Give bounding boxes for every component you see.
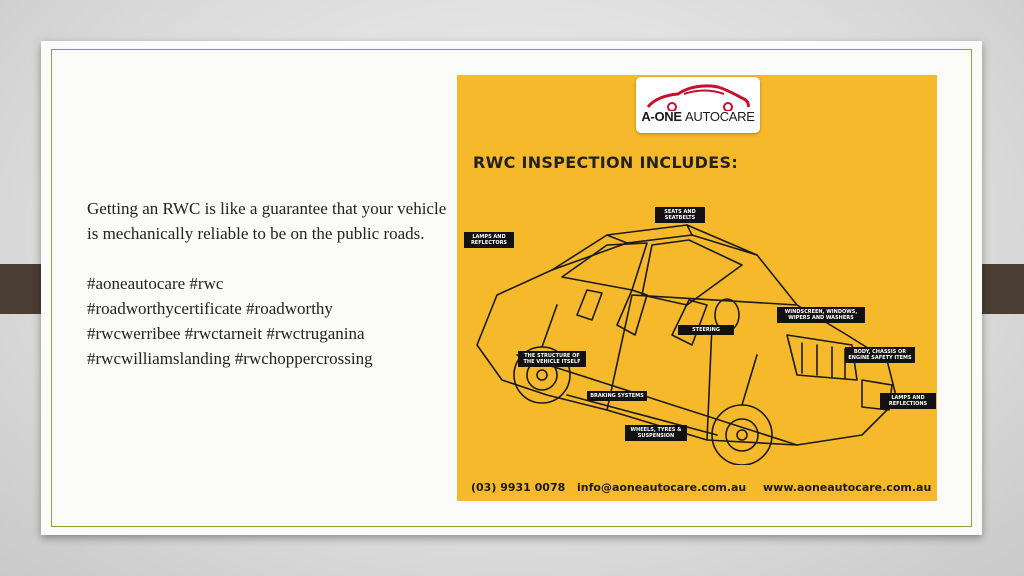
hashtag-line: #aoneautocare #rwc (87, 274, 224, 293)
car-logo-icon (644, 81, 752, 111)
phone-number: (03) 9931 0078 (471, 481, 566, 494)
label-vehicle-structure: THE STRUCTURE OF THE VEHICLE ITSELF (518, 351, 586, 367)
logo-brand: A-ONE (641, 109, 682, 124)
label-body-chassis: BODY, CHASSIS OR ENGINE SAFETY ITEMS (845, 347, 915, 363)
logo-suffix: AUTOCARE (685, 109, 755, 124)
website-url: www.aoneautocare.com.au (763, 481, 932, 494)
email-address: info@aoneautocare.com.au (577, 481, 747, 494)
label-windscreen: WINDSCREEN, WINDOWS, WIPERS AND WASHERS (777, 307, 865, 323)
company-logo (636, 77, 760, 133)
label-seats-seatbelts: SEATS AND SEATBELTS (655, 207, 705, 223)
label-lamps-reflectors: LAMPS AND REFLECTORS (464, 232, 514, 248)
hashtag-line: #rwcwerribee #rwctarneit #rwctruganina (87, 324, 365, 343)
rwc-poster-image (457, 75, 937, 501)
label-wheels-tyres: WHEELS, TYRES & SUSPENSION (625, 425, 687, 441)
hashtag-line: #rwcwilliamslanding #rwchoppercrossing (87, 349, 373, 368)
hashtag-line: #roadworthycertificate #roadworthy (87, 299, 333, 318)
slide-body-text (87, 196, 447, 371)
poster-title: RWC INSPECTION INCLUDES: (473, 153, 739, 172)
label-steering: STEERING (678, 325, 734, 335)
label-lamps-reflections: LAMPS AND REFLECTIONS (880, 393, 936, 409)
paragraph: Getting an RWC is like a guarantee that your vehicle is mechanically reliable to be on the public roads. (87, 199, 447, 243)
label-braking-systems: BRAKING SYSTEMS (587, 391, 647, 401)
logo-text (636, 109, 760, 124)
